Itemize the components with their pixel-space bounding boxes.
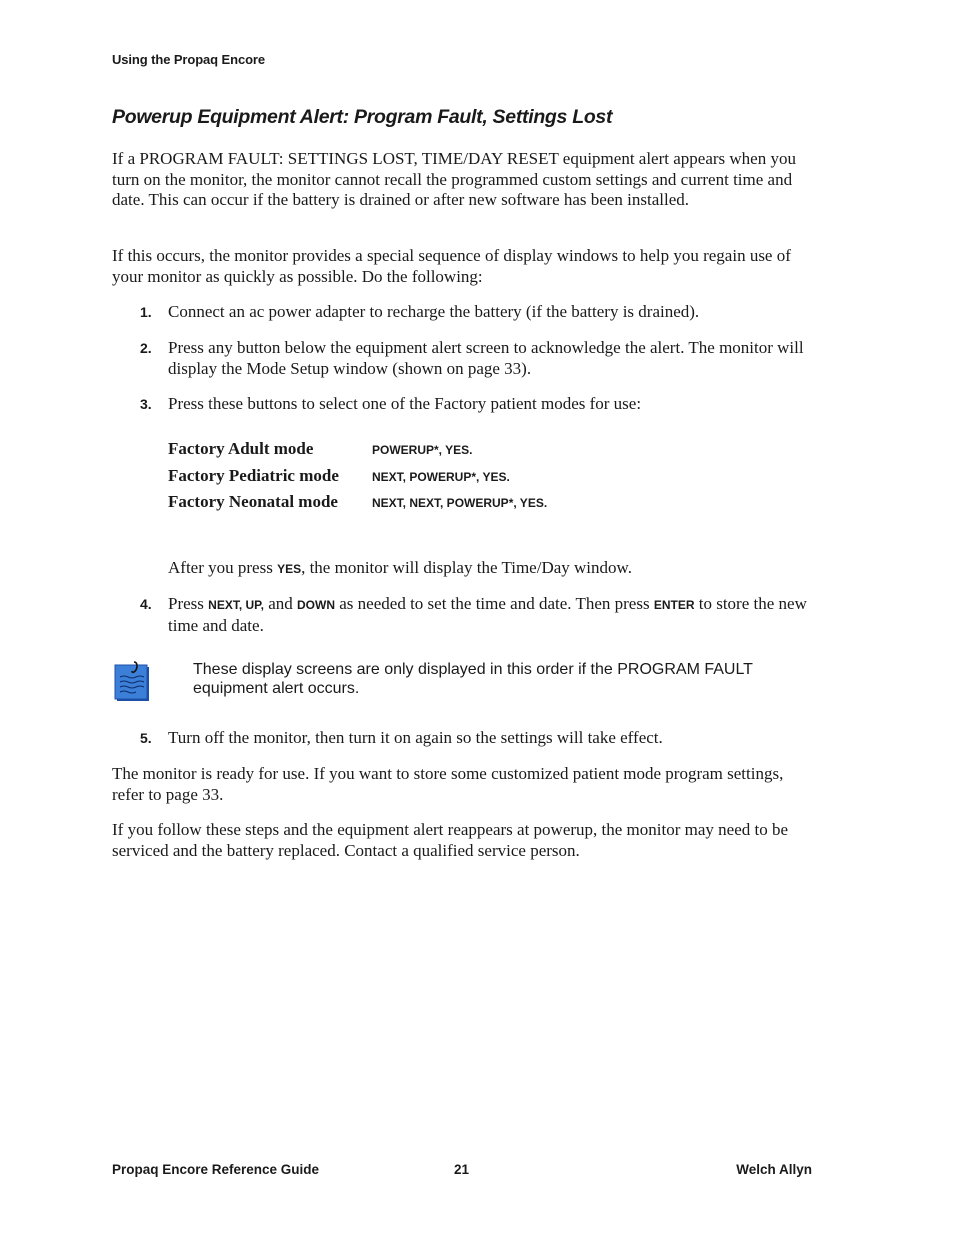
step-number: 2. (140, 340, 152, 356)
step-text: Turn off the monitor, then turn it on again so the settings will take effect. (168, 728, 663, 747)
intro-paragraph: If a PROGRAM FAULT: SETTINGS LOST, TIME/DAY RESET equipment alert appears when you turn on the monitor, the monitor cannot recall the programmed custom settings and current time and date. This can occur if the battery is drained or after new software has been installed. (112, 149, 796, 209)
mode-label: Factory Neonatal mode (168, 492, 338, 511)
running-head: Using the Propaq Encore (112, 52, 266, 67)
footer-company: Welch Allyn (736, 1162, 812, 1177)
mode-row-pediatric (168, 466, 768, 488)
step-number: 5. (140, 730, 152, 746)
after-press-post: , the monitor will display the Time/Day window. (301, 558, 632, 577)
step-text: Press NEXT, UP, and DOWN as needed to set the time and date. Then press ENTER to store the new time and date. (168, 594, 807, 635)
step-number: 4. (140, 596, 152, 612)
service-paragraph: If you follow these steps and the equipment alert reappears at powerup, the monitor may need to be serviced and the battery replaced. Contact a qualified service person. (112, 820, 789, 860)
step-text: Connect an ac power adapter to recharge the battery (if the battery is drained). (168, 302, 700, 321)
step-number: 3. (140, 396, 152, 412)
next-up-keys: NEXT, UP, (208, 598, 264, 612)
note-text: These display screens are only displayed in this order if the PROGRAM FAULT equipment alert occurs. (193, 661, 753, 697)
step-text: Press any button below the equipment alert screen to acknowledge the alert. The monitor will display the Mode Setup window (shown on page 33). (168, 338, 804, 378)
mode-keys: POWERUP*, YES. (372, 443, 473, 457)
after-press-pre: After you press (168, 558, 278, 577)
section-title: Powerup Equipment Alert: Program Fault, Settings Lost (112, 106, 613, 128)
mode-row-neonatal (168, 492, 768, 514)
mode-keys: NEXT, POWERUP*, YES. (372, 470, 510, 484)
step-number: 1. (140, 304, 152, 320)
mode-keys: NEXT, NEXT, POWERUP*, YES. (372, 496, 548, 510)
step-text: Press these buttons to select one of the Factory patient modes for use: (168, 394, 642, 413)
down-key: DOWN (297, 598, 336, 612)
footer-guide-title: Propaq Encore Reference Guide (112, 1162, 320, 1177)
mode-row-adult (168, 439, 768, 461)
page-number: 21 (454, 1162, 470, 1177)
mode-label: Factory Pediatric mode (168, 466, 339, 485)
instructions-paragraph: If this occurs, the monitor provides a special sequence of display windows to help you regain use of your monitor as quickly as possible. Do the following: (112, 246, 791, 286)
enter-key: ENTER (653, 598, 695, 612)
yes-key: YES (277, 562, 302, 576)
mode-label: Factory Adult mode (168, 439, 314, 458)
ready-paragraph: The monitor is ready for use. If you want to store some customized patient mode program settings, refer to page 33. (112, 764, 784, 804)
notepad-icon (114, 661, 152, 703)
